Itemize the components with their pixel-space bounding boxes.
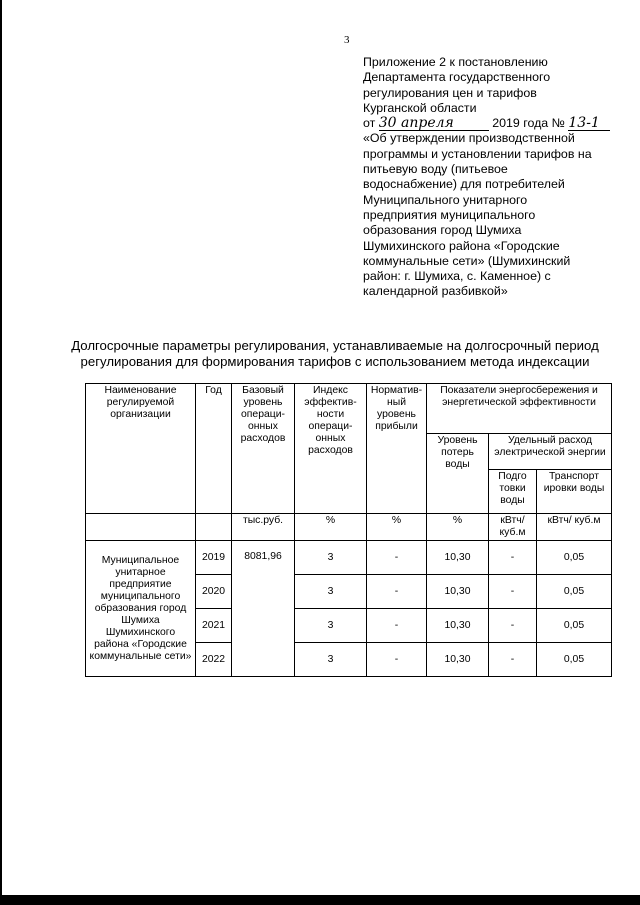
subject-line: «Об утверждении производственной [363,131,575,146]
subject-line: район: г. Шумиха, с. Каменное) с [363,269,551,284]
row-index: 3 [295,541,367,575]
header-year: Год [196,384,232,514]
unit-preparation: кВтч/ куб.м [489,514,537,541]
header-line: Курганской области [363,100,477,115]
base-value: 8081,96 [232,541,295,677]
row-preparation: - [489,575,537,609]
unit-losses: % [427,514,489,541]
row-norm: - [367,541,427,575]
header-line: Департамента государственного [363,70,551,85]
header-date-line [363,116,613,131]
header-efficiency-index: Индекс эффектив-ности операци-онных расходов [295,384,367,514]
table-row [86,541,612,575]
row-losses: 10,30 [427,541,489,575]
subject-line: календарной разбивкой» [363,284,508,299]
row-norm: - [367,643,427,677]
header-preparation: Подго товки воды [489,470,537,514]
subject-line: питьевую воду (питьевое [363,162,508,177]
header-line: Приложение 2 к постановлению [363,55,548,69]
row-norm: - [367,575,427,609]
subject-line: Шумихинского района «Городские [363,238,560,253]
unit-transport: кВтч/ куб.м [537,514,612,541]
row-transport: 0,05 [537,541,612,575]
subject-line: образования город Шумиха [363,223,522,238]
subject-line: программы и установлении тарифов на [363,146,592,161]
row-preparation: - [489,609,537,643]
subject-line: предприятия муниципального [363,207,536,222]
year-text: 2019 года № [492,116,565,131]
unit-norm: % [367,514,427,541]
row-year: 2021 [196,609,232,643]
row-preparation: - [489,541,537,575]
header-base-opex: Базовый уровень операци-онных расходов [232,384,295,514]
title-line: Долгосрочные параметры регулирования, устанавливаемые на долгосрочный период [71,338,599,353]
row-year: 2019 [196,541,232,575]
document-title [70,338,600,370]
unit-base: тыс.руб. [232,514,295,541]
header-transport: Транспорт ировки воды [537,470,612,514]
header-specific-consumption: Удельный расход электрической энергии [489,434,612,470]
row-transport: 0,05 [537,609,612,643]
parameters-table [85,383,612,677]
row-losses: 10,30 [427,609,489,643]
row-preparation: - [489,643,537,677]
unit-index: % [295,514,367,541]
row-norm: - [367,609,427,643]
appendix-header [363,55,613,300]
subject-line: коммунальные сети» (Шумихинский [363,253,571,268]
units-blank [196,514,232,541]
row-index: 3 [295,643,367,677]
handwritten-number: 13-1 [568,117,610,131]
row-index: 3 [295,609,367,643]
row-index: 3 [295,575,367,609]
header-line: регулирования цен и тарифов [363,85,537,100]
subject-line: водоснабжение) для потребителей [363,177,565,192]
page-number: 3 [344,34,350,46]
row-year: 2022 [196,643,232,677]
subject-line: Муниципального унитарного [363,192,528,207]
row-transport: 0,05 [537,575,612,609]
header-water-losses: Уровень потерь воды [427,434,489,514]
header-energy-group: Показатели энергосбережения и энергетической эффективности [427,384,612,434]
organization-name: Муниципальное унитарное предприятие муниципального образования город Шумиха Шумихинского района «Городские коммунальные сети» [86,541,196,677]
row-year: 2020 [196,575,232,609]
header-profit-norm: Норматив-ный уровень прибыли [367,384,427,514]
scan-edge-bottom [0,895,640,905]
units-blank [86,514,196,541]
title-line: регулирования для формирования тарифов с использованием метода индексации [80,354,590,369]
row-transport: 0,05 [537,643,612,677]
date-prefix: от [363,116,376,131]
row-losses: 10,30 [427,575,489,609]
handwritten-date: 30 апреля [379,117,489,131]
scan-edge-left [0,0,2,905]
header-organization: Наименование регулируемой организации [86,384,196,514]
row-losses: 10,30 [427,643,489,677]
